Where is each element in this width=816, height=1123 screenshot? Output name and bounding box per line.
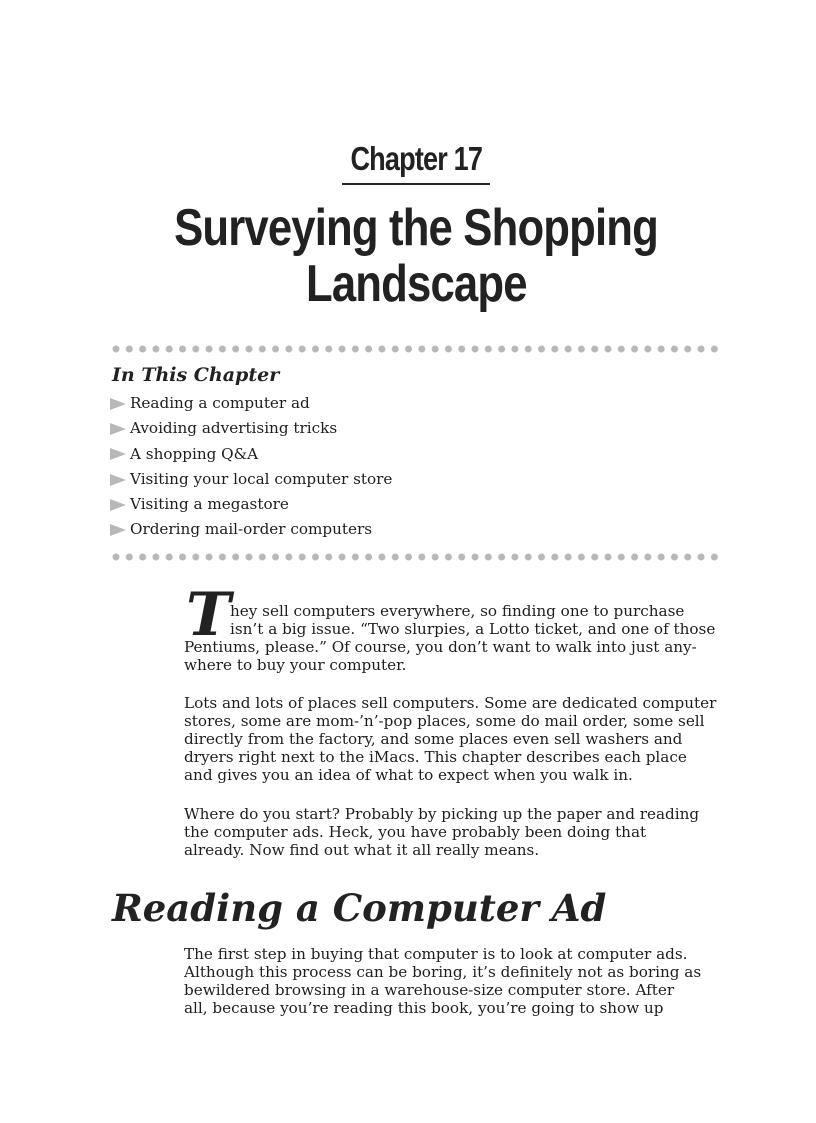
list-item: Reading a computer ad xyxy=(110,391,392,416)
intro-paragraph-2-line: and gives you an idea of what to expect when you walk in. xyxy=(184,766,633,784)
intro-paragraph-2-line: directly from the factory, and some places even sell washers and xyxy=(184,730,683,748)
list-item: Visiting a megastore xyxy=(110,492,392,517)
intro-paragraph-1-line: where to buy your computer. xyxy=(184,656,407,674)
intro-paragraph-2-line: dryers right next to the iMacs. This chapter describes each place xyxy=(184,748,687,766)
intro-paragraph-1-line: Pentiums, please.” Of course, you don’t want to walk into just any- xyxy=(184,638,697,656)
intro-paragraph-2-line: Lots and lots of places sell computers. Some are dedicated computer xyxy=(184,694,717,712)
intro-paragraph-2-line: stores, some are mom-’n’-pop places, some do mail order, some sell xyxy=(184,712,705,730)
arrow-bullet-icon xyxy=(110,499,126,511)
list-item: Avoiding advertising tricks xyxy=(110,416,392,441)
arrow-bullet-icon xyxy=(110,398,126,410)
list-item: A shopping Q&A xyxy=(110,442,392,467)
chapter-title-line-2: Landscape xyxy=(305,255,527,313)
intro-paragraph-3-line: already. Now find out what it all really means. xyxy=(184,841,540,859)
chapter-topics-list xyxy=(110,391,392,543)
intro-paragraph-3-line: Where do you start? Probably by picking up the paper and reading xyxy=(184,805,700,823)
dotted-divider-top xyxy=(112,345,722,353)
list-item: Ordering mail-order computers xyxy=(110,517,392,542)
section-paragraph-line: all, because you’re reading this book, you’re going to show up xyxy=(184,999,664,1017)
arrow-bullet-icon xyxy=(110,524,126,536)
chapter-underline xyxy=(342,183,490,185)
in-this-chapter-heading: In This Chapter xyxy=(112,364,280,386)
dotted-divider-bottom xyxy=(112,553,722,561)
intro-paragraph-1-line: isn’t a big issue. “Two slurpies, a Lotto ticket, and one of those xyxy=(230,620,716,638)
arrow-bullet-icon xyxy=(110,448,126,460)
section-paragraph-line: Although this process can be boring, it’s definitely not as boring as xyxy=(184,963,702,981)
arrow-bullet-icon xyxy=(110,474,126,486)
section-paragraph-line: bewildered browsing in a warehouse-size computer store. After xyxy=(184,981,675,999)
section-heading: Reading a Computer Ad xyxy=(112,886,607,930)
chapter-title-line-1: Surveying the Shopping xyxy=(174,199,658,257)
chapter-title xyxy=(100,200,732,312)
intro-paragraph-1-line: hey sell computers everywhere, so finding one to purchase xyxy=(230,602,685,620)
intro-paragraph-3-line: the computer ads. Heck, you have probably been doing that xyxy=(184,823,647,841)
list-item: Visiting your local computer store xyxy=(110,467,392,492)
drop-cap: T xyxy=(186,580,231,650)
arrow-bullet-icon xyxy=(110,423,126,435)
chapter-number: Chapter 17 xyxy=(350,140,482,177)
section-paragraph-line: The first step in buying that computer is to look at computer ads. xyxy=(184,945,688,963)
